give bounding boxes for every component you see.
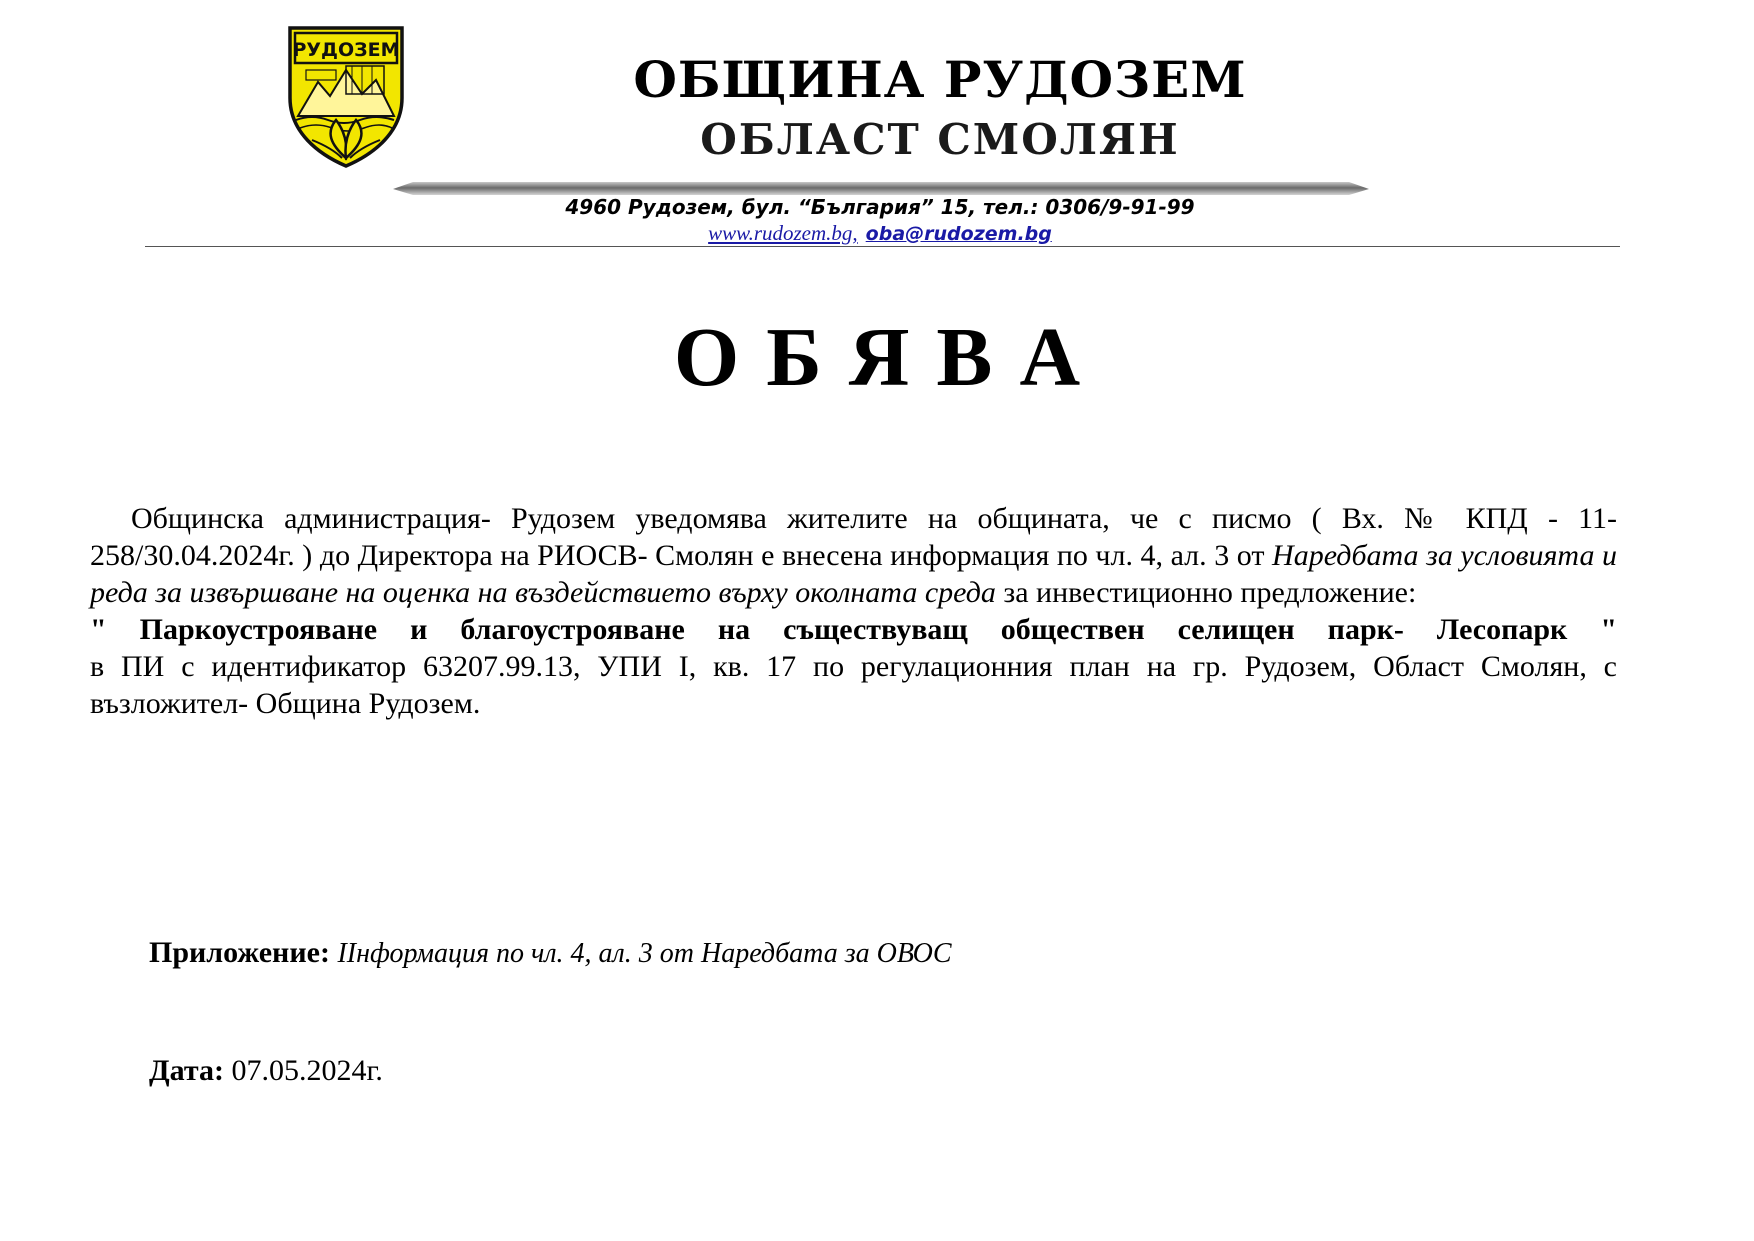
attachment-line	[149, 934, 952, 972]
organization-region: ОБЛАСТ СМОЛЯН	[700, 115, 1180, 164]
header-rule	[145, 246, 1620, 247]
attachment-label: Приложение:	[149, 936, 330, 969]
municipality-crest-logo	[282, 20, 410, 170]
intro-paragraph	[90, 500, 1617, 611]
website-link[interactable]: www.rudozem.bg,	[708, 221, 858, 245]
project-location: в ПИ с идентификатор 63207.99.13, УПИ I, кв. 17 по регулационния план на гр. Рудозем, Област Смолян, с възложител- Община Рудозем.	[90, 650, 1617, 720]
contact-address-line: 4960 Рудозем, бул. “България” 15, тел.: 0306/9-91-99	[565, 195, 1195, 219]
document-title: О Б Я В А	[673, 311, 1081, 404]
regulation-name: Наредбата за условията и реда за извършване на оценка на въздействието върху околната среда	[90, 539, 1617, 609]
intro-text-start: Общинска администрация- Рудозем уведомява жителите на общината, че с писмо ( Вх. № КПД - 11-258/30.04.2024г. ) до Директора на РИОСВ- Смолян е внесена информация по чл. 4, ал. 3 от	[90, 502, 1617, 572]
organization-name: ОБЩИНА РУДОЗЕМ	[633, 50, 1247, 109]
date-line	[149, 1052, 383, 1089]
contact-web-line	[400, 220, 1360, 247]
date-label: Дата:	[149, 1054, 224, 1087]
email-link[interactable]: oba@rudozem.bg	[865, 223, 1052, 245]
announcement-body	[90, 500, 1617, 722]
intro-text-end: за инвестиционно предложение:	[995, 576, 1417, 609]
project-name: " Паркоустрояване и благоустрояване на съществуващ обществен селищен парк- Лесопарк "	[90, 613, 1617, 646]
crest-lettering: РУДОЗЕМ	[292, 39, 400, 61]
date-value: 07.05.2024г.	[231, 1054, 383, 1087]
attachment-value: IIнформация по чл. 4, ал. 3 от Наредбата за ОВОС	[337, 938, 952, 969]
